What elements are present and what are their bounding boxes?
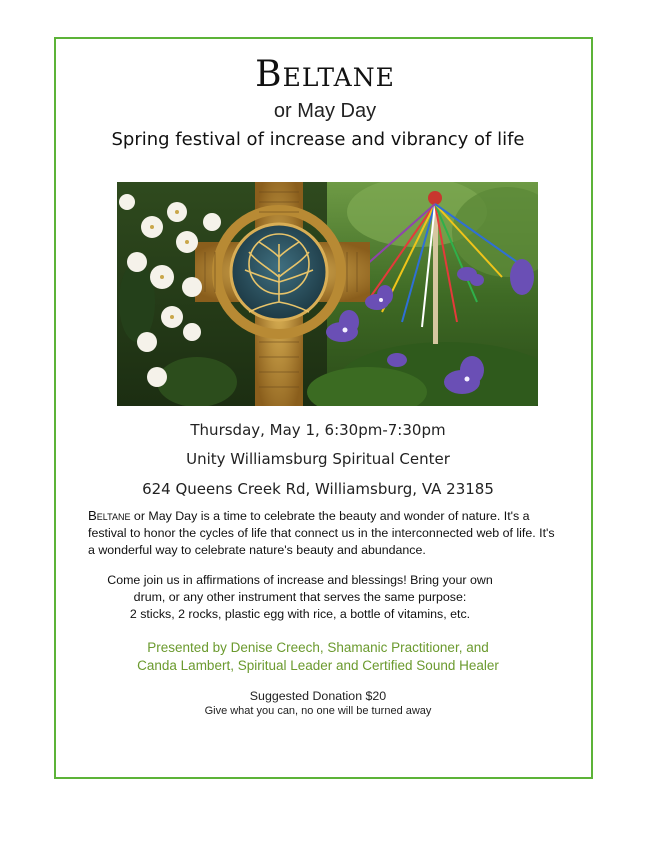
- presenter-line: Presented by Denise Creech, Shamanic Practitioner, and: [147, 640, 489, 655]
- event-venue: Unity Williamsburg Spiritual Center: [186, 450, 450, 468]
- description-lead: Beltane: [88, 508, 131, 523]
- invitation-line: 2 sticks, 2 rocks, plastic egg with rice, a bottle of vitamins, etc.: [129, 607, 471, 621]
- donation-block: [0, 689, 636, 718]
- invitation-line: Come join us in affirmations of increase and blessings! Bring your own: [107, 573, 493, 587]
- presenter-line: Canda Lambert, Spiritual Leader and Certified Sound Healer: [137, 658, 499, 673]
- description-paragraph: [88, 507, 558, 559]
- description-body: or May Day is a time to celebrate the beauty and wonder of nature. It's a festival to honor the cycles of life that connect us in the interconnected web of life. It's a wonderful way to celebrate nature's beauty and abundance.: [88, 509, 555, 557]
- invitation-block: [0, 572, 600, 623]
- invitation-line: drum, or any other instrument that serves the same purpose:: [133, 590, 467, 604]
- event-tagline: Spring festival of increase and vibrancy of life: [111, 129, 525, 150]
- event-title: Beltane: [255, 54, 395, 95]
- event-address: 624 Queens Creek Rd, Williamsburg, VA 23185: [142, 480, 494, 498]
- event-subtitle: or May Day: [273, 100, 377, 122]
- event-date-time: Thursday, May 1, 6:30pm-7:30pm: [190, 421, 446, 439]
- presenters-block: [0, 639, 636, 675]
- hero-image: [117, 182, 538, 406]
- donation-note: Give what you can, no one will be turned away: [204, 705, 432, 717]
- donation-label: Suggested Donation $20: [249, 689, 387, 703]
